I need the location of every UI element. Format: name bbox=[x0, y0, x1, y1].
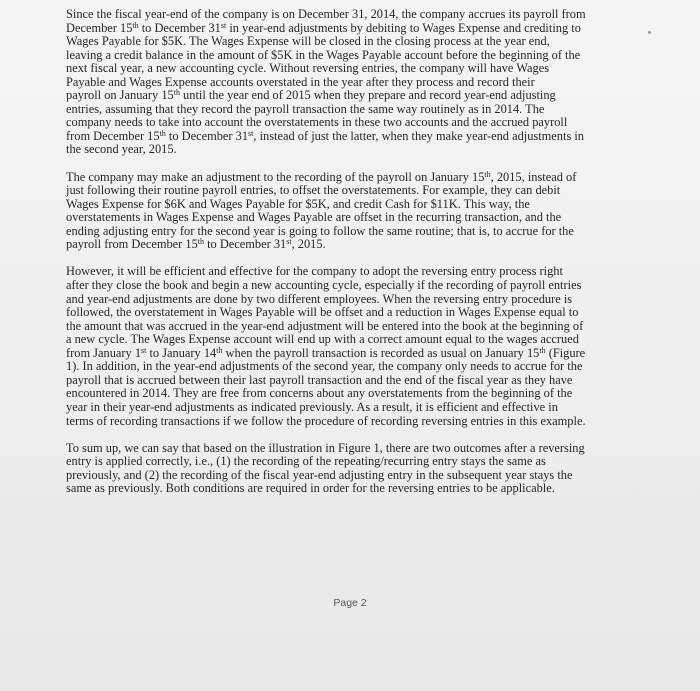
text-line bbox=[66, 62, 646, 76]
text-line bbox=[66, 238, 646, 252]
text-run: (Figure bbox=[545, 345, 586, 360]
text-run: and year-end adjustments are done by two different employees. When the reversing entry procedure is bbox=[66, 291, 573, 306]
text-run: entries, assuming that they record the payroll transaction the same way routinely as in 2014. The bbox=[66, 101, 545, 116]
text-line bbox=[66, 360, 646, 374]
text-line bbox=[66, 198, 646, 212]
text-run: terms of recording transactions if we follow the procedure of recording reversing entries in this example. bbox=[66, 413, 586, 428]
paragraph-4 bbox=[66, 442, 646, 496]
text-run: the second year, 2015. bbox=[66, 142, 177, 157]
text-run: year in their year-end adjustments as indicated previously. As a result, it is efficient and effective in bbox=[66, 399, 558, 414]
text-run: To sum up, we can say that based on the illustration in Figure 1, there are two outcomes after a reversing bbox=[66, 440, 585, 455]
text-line bbox=[66, 320, 646, 334]
text-line bbox=[66, 130, 646, 144]
text-line bbox=[66, 103, 646, 117]
text-line bbox=[66, 442, 646, 456]
text-run: from January 1 bbox=[66, 345, 142, 360]
text-run: until the year end of 2015 when they prepare and record year-end adjusting bbox=[179, 88, 556, 103]
ordinal-suffix: st bbox=[220, 20, 227, 30]
text-line bbox=[66, 211, 646, 225]
text-run: Payable and Wages Expense accounts overstated in the year after they process and record their bbox=[66, 74, 535, 89]
text-run: from December 15 bbox=[66, 128, 160, 143]
document-body bbox=[66, 8, 646, 509]
text-line bbox=[66, 89, 646, 103]
text-run: company needs to take into account the overstatements in these two accounts and the accrued payroll bbox=[66, 115, 568, 130]
text-line bbox=[66, 306, 646, 320]
ordinal-suffix: th bbox=[539, 345, 546, 355]
text-line bbox=[66, 387, 646, 401]
text-run: previously, and (2) the recording of the fiscal year-end adjusting entry in the subsequent year stays the bbox=[66, 467, 573, 482]
text-line bbox=[66, 8, 646, 22]
text-run: Wages Payable for $5K. The Wages Expense will be closed in the closing process at the year end, bbox=[66, 34, 550, 49]
text-line bbox=[66, 116, 646, 130]
text-run: The company may make an adjustment to the recording of the payroll on January 15 bbox=[66, 169, 485, 184]
text-run: to December 31 bbox=[204, 237, 287, 252]
ordinal-suffix: st bbox=[286, 237, 292, 247]
ordinal-suffix: th bbox=[216, 345, 223, 355]
text-run: , instead of just the latter, when they make year-end adjustments in bbox=[253, 128, 584, 143]
text-line bbox=[66, 415, 646, 429]
text-line bbox=[66, 22, 646, 36]
text-line bbox=[66, 171, 646, 185]
text-line bbox=[66, 333, 646, 347]
text-line bbox=[66, 225, 646, 239]
text-run: payroll on January 15 bbox=[66, 88, 174, 103]
text-run: after they close the book and begin a new accounting cycle, especially if the recording of payroll entries bbox=[66, 278, 582, 293]
ordinal-suffix: th bbox=[484, 169, 491, 179]
text-run: to December 31 bbox=[138, 20, 221, 35]
text-run: next fiscal year, a new accounting cycle. Without reversing entries, the company will have Wages bbox=[66, 61, 550, 76]
text-run: encountered in 2014. They are free from concerns about any overstatements from the beginning of the bbox=[66, 386, 573, 401]
text-run: leaving a credit balance in the amount of $5K in the Wages Payable account before the beginning of the bbox=[66, 47, 581, 62]
text-run: to December 31 bbox=[165, 128, 249, 143]
text-line bbox=[66, 143, 646, 157]
text-run: followed, the overstatement in Wages Payable will be offset and a reduction in Wages Expense equal to bbox=[66, 305, 579, 320]
text-run: overstatements in Wages Expense and Wages Payable are offset in the recurring transaction, and the bbox=[66, 210, 562, 225]
text-run: just following their routine payroll entries, to offset the overstatements. For example, they can debit bbox=[66, 183, 561, 198]
text-line bbox=[66, 293, 646, 307]
text-line bbox=[66, 469, 646, 483]
text-run: , 2015. bbox=[291, 237, 326, 252]
text-run: December 15 bbox=[66, 20, 133, 35]
ordinal-suffix: st bbox=[248, 128, 254, 138]
text-run: Wages Expense for $6K and Wages Payable for $5K, and credit Cash for $11K. This way, the bbox=[66, 196, 530, 211]
text-run: ending adjusting entry for the second year is going to follow the same routine; that is, to accrue for the bbox=[66, 223, 574, 238]
text-run: a new cycle. The Wages Expense account will end up with a correct amount equal to the wages accrued bbox=[66, 332, 579, 347]
text-run: payroll from December 15 bbox=[66, 237, 198, 252]
text-run: the amount that was accrued in the year-end adjustment will be entered into the book at the beginning of bbox=[66, 318, 584, 333]
text-line bbox=[66, 265, 646, 279]
scan-speck bbox=[648, 31, 651, 34]
text-run: payroll that is accrued between their last payroll transaction and the end of the fiscal year as they have bbox=[66, 372, 573, 387]
text-run: 1). In addition, in the year-end adjustments of the second year, the company only needs to accrue for the bbox=[66, 359, 583, 374]
text-line bbox=[66, 35, 646, 49]
text-line bbox=[66, 374, 646, 388]
paragraph-3 bbox=[66, 265, 646, 428]
ordinal-suffix: th bbox=[197, 237, 205, 247]
text-run: Since the fiscal year-end of the company is on December 31, 2014, the company accrues its payroll from bbox=[66, 7, 586, 21]
paragraph-2 bbox=[66, 171, 646, 252]
text-line bbox=[66, 482, 646, 496]
text-line bbox=[66, 347, 646, 361]
text-run: However, it will be efficient and effective for the company to adopt the reversing entry process right bbox=[66, 264, 563, 279]
text-line bbox=[66, 455, 646, 469]
text-line bbox=[66, 401, 646, 415]
text-line bbox=[66, 49, 646, 63]
text-run: , 2015, instead of bbox=[490, 169, 577, 184]
text-line bbox=[66, 279, 646, 293]
text-run: to January 14 bbox=[146, 345, 217, 360]
ordinal-suffix: th bbox=[173, 88, 180, 98]
ordinal-suffix: th bbox=[132, 20, 139, 30]
text-run: entry is applied correctly, i.e., (1) the recording of the repeating/recurring entry stays the same as bbox=[66, 454, 546, 469]
text-line bbox=[66, 76, 646, 90]
paragraph-1 bbox=[66, 8, 646, 157]
text-run: same as previously. Both conditions are required in order for the reversing entries to be applicable. bbox=[66, 481, 555, 496]
text-line bbox=[66, 184, 646, 198]
ordinal-suffix: st bbox=[141, 345, 147, 355]
page-number: Page 2 bbox=[333, 597, 367, 609]
text-run: when the payroll transaction is recorded as usual on January 15 bbox=[222, 345, 540, 360]
text-run: in year-end adjustments by debiting to Wages Expense and crediting to bbox=[226, 20, 581, 35]
ordinal-suffix: th bbox=[159, 128, 166, 138]
